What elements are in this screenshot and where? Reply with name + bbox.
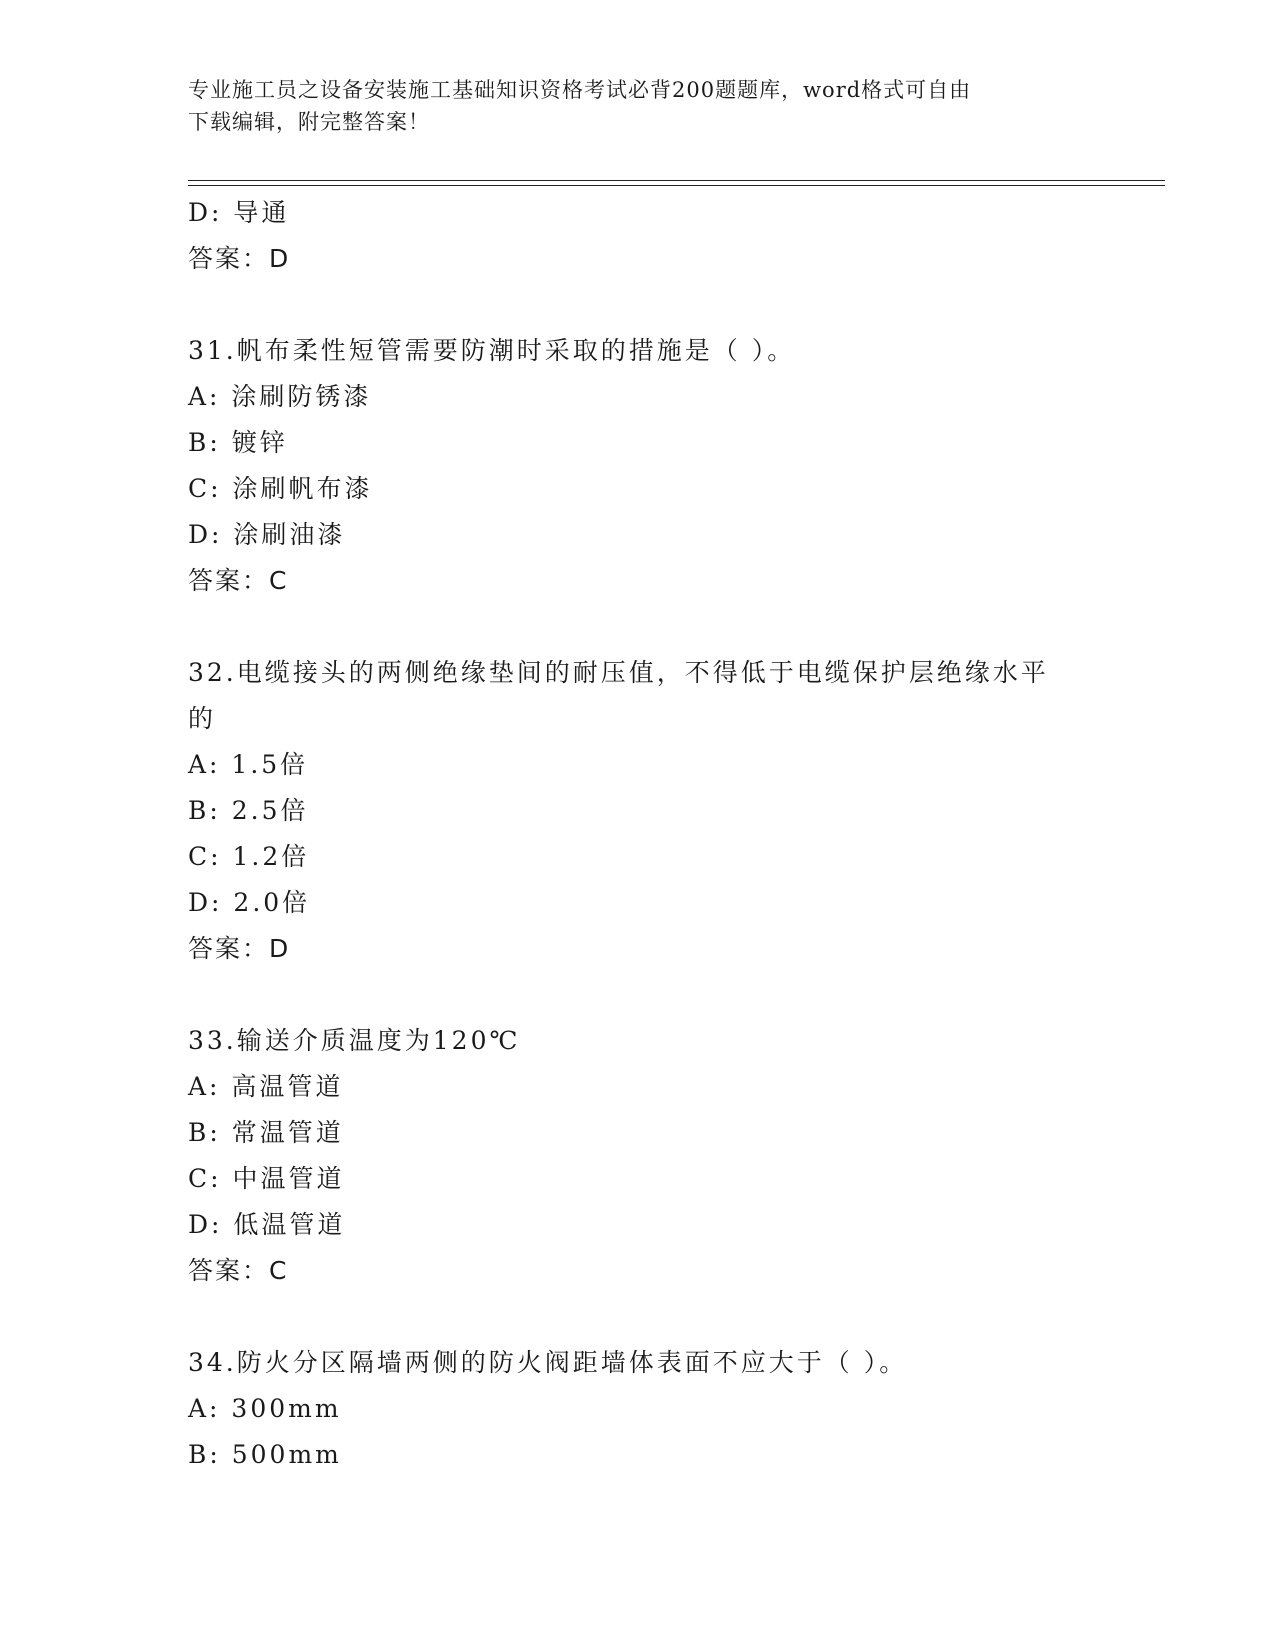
header-line-2: 下载编辑，附完整答案！ [188,110,430,134]
q32-option-a: A: 1.5倍 [188,750,309,779]
q33-option-a: A: 高温管道 [188,1072,344,1101]
question-list [188,190,1088,1478]
q31-option-d: D: 涂刷油漆 [188,520,346,549]
q34-stem: 34.防火分区隔墙两侧的防火阀距墙体表面不应大于（ ）。 [188,1348,908,1377]
q32-answer: 答案：D [188,934,291,963]
q31-stem: 31.帆布柔性短管需要防潮时采取的措施是（ ）。 [188,336,796,365]
q32-option-b: B: 2.5倍 [188,796,309,825]
q32-stem-line-1: 32.电缆接头的两侧绝缘垫间的耐压值，不得低于电缆保护层绝缘水平 [188,658,1049,687]
document-header [188,74,1068,138]
q34-option-b: B: 500mm [188,1440,342,1469]
prev-option-d: D: 导通 [188,198,290,227]
q33-option-b: B: 常温管道 [188,1118,344,1147]
q32-option-c: C: 1.2倍 [188,842,310,871]
q33-stem: 33.输送介质温度为120℃ [188,1026,521,1055]
q32-stem-line-2: 的 [188,704,217,733]
q31-option-b: B: 镀锌 [188,428,288,457]
q33-answer: 答案：C [188,1256,289,1285]
spacer [188,604,1088,650]
prev-answer: 答案：D [188,244,291,273]
spacer [188,972,1088,1018]
q33-option-d: D: 低温管道 [188,1210,346,1239]
q31-option-c: C: 涂刷帆布漆 [188,474,373,503]
q31-option-a: A: 涂刷防锈漆 [188,382,372,411]
header-line-1: 专业施工员之设备安装施工基础知识资格考试必背200题题库，word格式可自由 [188,78,972,102]
q34-option-a: A: 300mm [188,1394,342,1423]
header-divider-bottom [188,185,1165,186]
q31-answer: 答案：C [188,566,289,595]
spacer [188,282,1088,328]
q33-option-c: C: 中温管道 [188,1164,345,1193]
q32-option-d: D: 2.0倍 [188,888,311,917]
header-divider-top [188,180,1165,181]
spacer [188,1294,1088,1340]
